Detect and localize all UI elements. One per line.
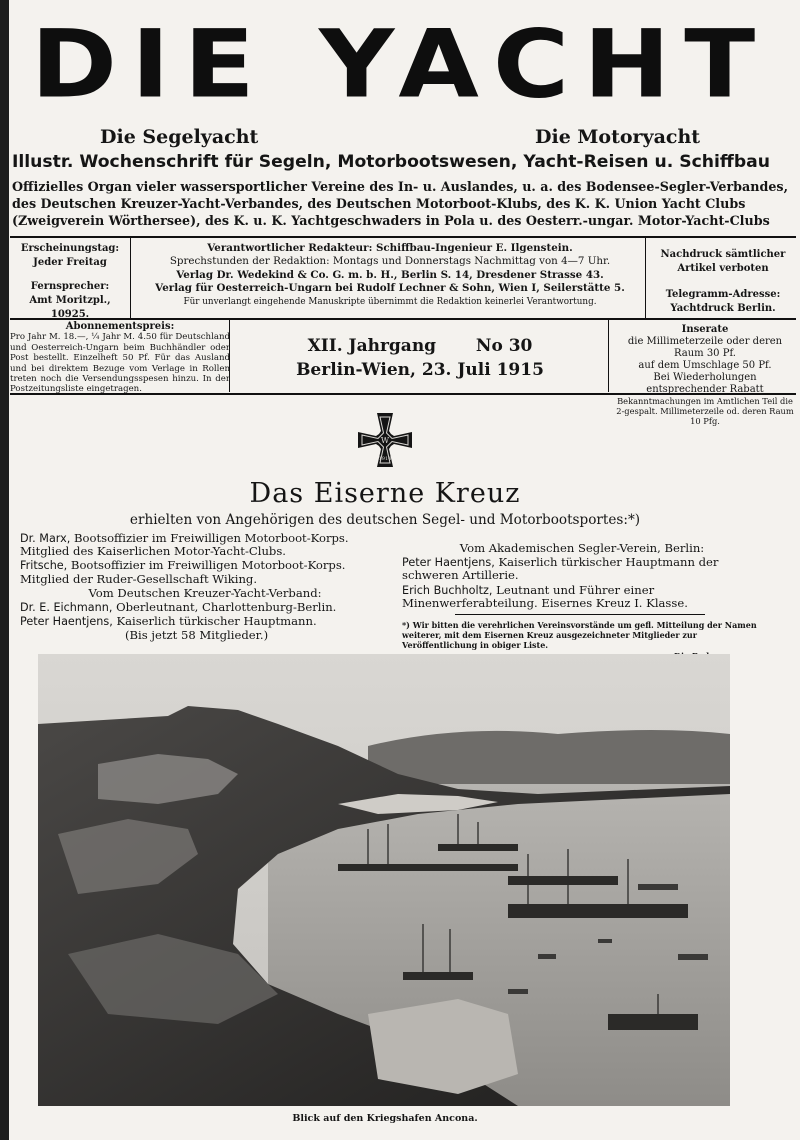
subscription-text: Pro Jahr M. 18.—, ¼ Jahr M. 4.50 für Deutschland und Oesterreich-Ungarn beim Buchhändler oder Post bestellt. Einzelheft 50 Pf. Für das Ausland und bei direktem Bezuge vom Verlage in Rollen treten noch die Versendungsspesen hinzu. In der Postzeitungsliste eingetragen.	[10, 332, 230, 395]
subtitle-motoryacht: Die Motoryacht	[535, 126, 701, 148]
reprint-info	[648, 248, 798, 316]
official-organ-text	[12, 178, 787, 229]
editor-line: Für unverlangt eingehende Manuskripte übernimmt die Redaktion keinerlei Verantwortung.	[183, 296, 597, 307]
ads-line: auf dem Umschlage 50 Pf.	[638, 360, 772, 371]
list-item	[20, 615, 390, 628]
list-item	[20, 601, 390, 614]
footnote-text: *) Wir bitten die verehrlichen Vereinsvorstände um gefl. Mitteilung der Namen weiterer, mit dem Eisernen Kreuz ausgezeichneter Mitglieder zur Veröffentlichung in obiger Liste.	[402, 620, 757, 651]
article-subheadline: erhielten von Angehörigen des deutschen Segel- und Motorbootsportes:*)	[129, 512, 641, 528]
divider	[608, 320, 609, 392]
editor-line: Verlag für Oesterreich-Ungarn bei Rudolf Lechner & Sohn, Wien I, Seilerstätte 5.	[155, 282, 625, 295]
footnote-divider	[455, 614, 705, 615]
reprint-notice: Nachdruck sämtlicher Artikel verboten	[660, 249, 786, 274]
person-name: Dr. Marx,	[20, 532, 71, 545]
left-column	[20, 532, 390, 643]
harbor-photo	[38, 654, 730, 1106]
subtitle-segelyacht: Die Segelyacht	[100, 126, 259, 148]
divider	[10, 236, 796, 238]
person-name: Peter Haentjens,	[20, 615, 113, 629]
page-spine	[0, 0, 9, 1140]
list-item	[20, 532, 390, 558]
organ-line: des Deutschen Kreuzer-Yacht-Verbandes, des Deutschen Motorboot-Klubs, des K. K. Union Yacht Clubs	[12, 196, 746, 211]
organ-line: Offizielles Organ vieler wassersportlicher Vereine des In- u. Auslandes, u. a. des Bodensee-Segler-Verbandes,	[12, 179, 788, 194]
right-column	[402, 541, 762, 611]
editor-line: Verantwortlicher Redakteur: Schiffbau-Ingenieur E. Ilgenstein.	[207, 242, 573, 254]
list-item	[402, 556, 762, 582]
volume: XII. Jahrgang	[307, 336, 437, 356]
section-heading: Vom Deutschen Kreuzer-Yacht-Verband:	[88, 585, 322, 600]
ads-box	[612, 324, 798, 426]
section-heading: Vom Akademischen Segler-Verein, Berlin:	[459, 541, 705, 555]
person-description: Bootsoffizier im Freiwilligen Motorboot-Korps. Mitglied der Ruder-Gesellschaft Wiking.	[20, 558, 346, 586]
cross-year: 1914	[378, 456, 392, 462]
person-name: Dr. E. Eichmann,	[20, 601, 113, 615]
divider	[645, 238, 646, 318]
telegram-label: Telegramm-Adresse:	[665, 289, 781, 300]
person-description: Oberleutnant, Charlottenburg-Berlin.	[116, 600, 337, 615]
person-description: Leutnant und Führer einer Minenwerferabteilung. Eisernes Kreuz I. Klasse.	[402, 582, 688, 610]
publication-day: Jeder Freitag	[33, 257, 107, 268]
list-item	[20, 559, 390, 585]
issue-info	[235, 334, 605, 382]
subscription-box	[10, 322, 230, 395]
publication-day-label: Erscheinungstag:	[20, 243, 120, 254]
article-headline: Das Eiserne Kreuz	[249, 478, 521, 509]
person-description: Kaiserlich türkischer Hauptmann.	[116, 614, 317, 629]
iron-cross-icon	[356, 411, 414, 469]
place-date: Berlin-Wien, 23. Juli 1915	[296, 360, 544, 380]
svg-text:W: W	[380, 436, 390, 445]
ads-line: die Millimeterzeile oder deren Raum 30 Pf.	[627, 336, 783, 359]
organ-line: (Zweigverein Wörthersee), des K. u. K. Yachtgeschwaders in Pola u. des Oesterr.-ungar. Motor-Yacht-Clubs	[12, 213, 770, 228]
publication-info	[10, 242, 130, 322]
list-item	[402, 584, 762, 610]
telegram-address: Yachtdruck Berlin.	[670, 303, 776, 314]
person-name: Erich Buchholtz,	[402, 583, 493, 597]
ads-heading: Inserate	[681, 324, 729, 335]
photo-caption: Blick auf den Kriegshafen Ancona.	[292, 1113, 478, 1124]
issue-number: No 30	[475, 336, 533, 356]
subscription-heading: Abonnementspreis:	[65, 321, 175, 332]
person-description: Kaiserlich türkischer Hauptmann der schweren Artillerie.	[402, 555, 719, 583]
member-count-note: (Bis jetzt 58 Mitglieder.)	[125, 628, 269, 643]
editor-line: Sprechstunden der Redaktion: Montags und Donnerstags Nachmittag von 4—7 Uhr.	[169, 255, 611, 268]
phone-label: Fernsprecher:	[30, 281, 110, 292]
ads-line: Bekanntmachungen im Amtlichen Teil die 2-gespalt. Millimeterzeile od. deren Raum 10 Pfg.	[616, 396, 794, 426]
person-name: Fritsche,	[20, 559, 68, 573]
ads-line: Bei Wiederholungen entsprechender Rabatt	[646, 372, 764, 395]
person-description: Bootsoffizier im Freiwilligen Motorboot-Korps. Mitglied des Kaiserlichen Motor-Yacht-Clubs.	[20, 531, 349, 559]
masthead-title: DIE YACHT	[30, 9, 770, 119]
person-name: Peter Haentjens,	[402, 556, 495, 570]
divider	[130, 238, 131, 318]
phone-number: Amt Moritzpl., 10925.	[29, 295, 111, 320]
editor-line: Verlag Dr. Wedekind & Co. G. m. b. H., Berlin S. 14, Dresdener Strasse 43.	[176, 268, 604, 281]
editor-info	[135, 242, 645, 309]
tagline: Illustr. Wochenschrift für Segeln, Motorbootswesen, Yacht-Reisen u. Schiffbau	[12, 152, 770, 172]
